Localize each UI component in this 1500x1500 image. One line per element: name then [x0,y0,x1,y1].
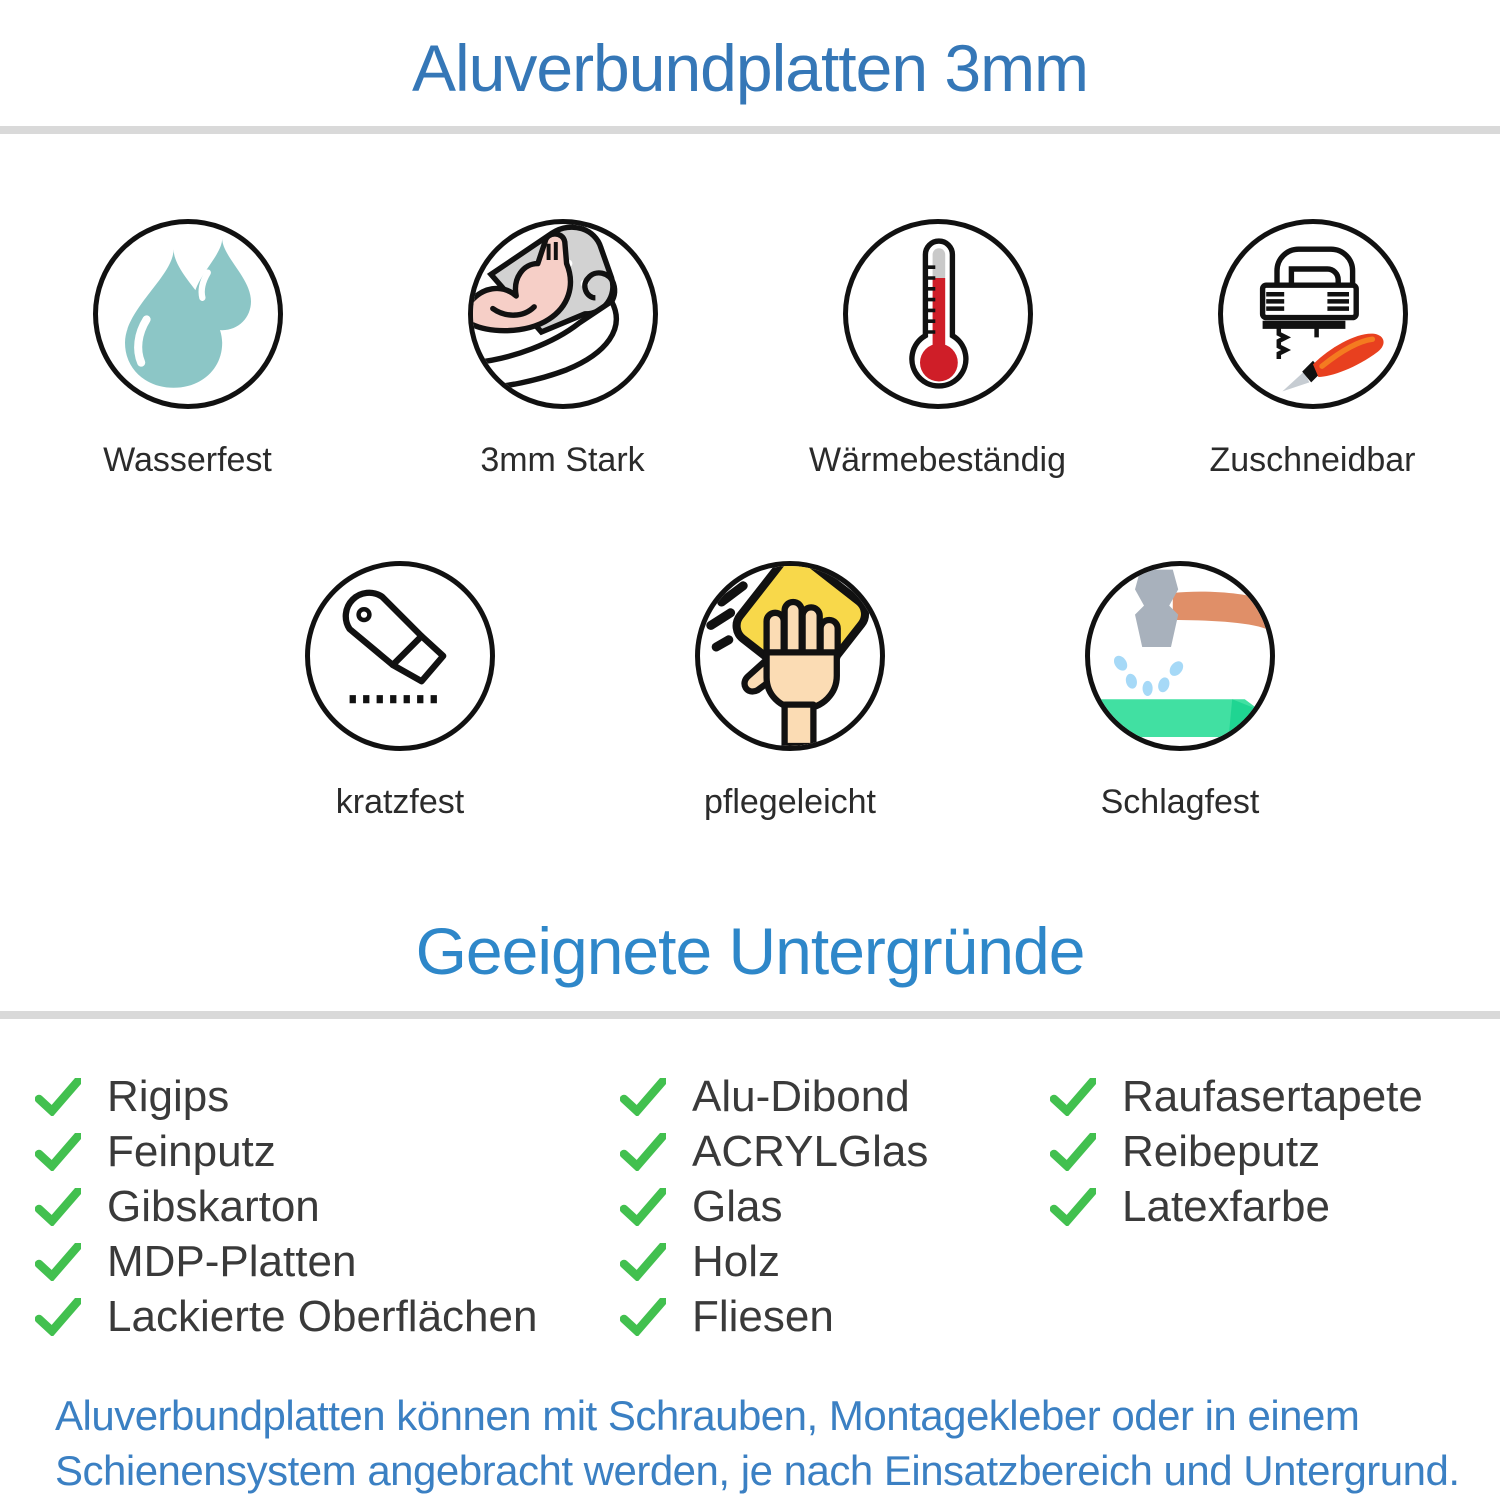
divider [0,126,1500,134]
thermometer-icon [848,224,1028,404]
substrate-item [35,1069,620,1124]
substrate-label: Latexfarbe [1122,1181,1330,1231]
substrate-item [35,1124,620,1179]
feature-label: 3mm Stark [480,441,645,479]
check-icon [620,1243,666,1281]
substrates-title: Geeignete Untergründe [415,914,1085,988]
check-icon [35,1078,81,1116]
substrate-label: Raufasertapete [1122,1071,1423,1121]
substrate-item [620,1289,1050,1344]
check-icon [1050,1188,1096,1226]
feature-label: Wasserfest [103,441,272,479]
substrate-item [35,1179,620,1234]
substrate-label: Fliesen [692,1291,834,1341]
mounting-note-line2: Schienensystem angebracht werden, je nach Einsatzbereich und Untergrund. [55,1447,1460,1494]
page-title: Aluverbundplatten 3mm [411,31,1089,105]
check-icon [1050,1133,1096,1171]
check-icon [35,1243,81,1281]
feature-label: Schlagfest [1100,783,1260,821]
substrate-label: Alu-Dibond [692,1071,910,1121]
features-row-2 [0,561,1500,823]
utility-knife-icon [310,566,490,746]
feature-wasserfest [0,219,375,481]
feature-label: pflegeleicht [703,783,876,821]
feature-zuschneidbar [1125,219,1500,481]
feature-label: Zuschneidbar [1209,441,1416,479]
mounting-note [0,1388,1500,1498]
wiping-hand-icon [700,566,880,746]
check-icon [620,1188,666,1226]
divider [0,1011,1500,1019]
check-icon [35,1298,81,1336]
substrate-item [620,1124,1050,1179]
substrates-column-3 [1050,1069,1500,1344]
feature-3mm-stark [375,219,750,481]
water-drops-icon [98,224,278,404]
check-icon [35,1133,81,1171]
substrate-label: Feinputz [107,1126,276,1176]
features-row-1 [0,219,1500,481]
feature-label: Wärmebeständig [808,441,1066,479]
substrate-label: Lackierte Oberflächen [107,1291,538,1341]
substrate-item [620,1069,1050,1124]
substrates-list [0,1069,1500,1344]
feature-pflegeleicht [595,561,985,823]
substrate-label: MDP-Platten [107,1236,357,1286]
substrate-item [620,1234,1050,1289]
check-icon [35,1188,81,1226]
check-icon [1050,1078,1096,1116]
feature-label: kratzfest [335,783,465,821]
substrate-label: Rigips [107,1071,230,1121]
check-icon [620,1078,666,1116]
hammer-impact-icon [1090,566,1270,746]
feature-kratzfest [205,561,595,823]
jigsaw-and-knife-icon [1223,224,1403,404]
substrate-item [35,1289,620,1344]
substrate-label: ACRYLGlas [692,1126,929,1176]
substrate-label: Reibeputz [1122,1126,1321,1176]
substrate-label: Gibskarton [107,1181,320,1231]
substrate-item [35,1234,620,1289]
substrate-item [620,1179,1050,1234]
substrate-label: Holz [692,1236,781,1286]
flexed-arm-panel-icon [473,224,653,404]
substrates-column-2 [620,1069,1050,1344]
feature-waermebestaendig [750,219,1125,481]
mounting-note-line1: Aluverbundplatten können mit Schrauben, Montagekleber oder in einem [55,1392,1360,1439]
feature-schlagfest [985,561,1375,823]
substrate-label: Glas [692,1181,783,1231]
substrate-item [1050,1179,1500,1234]
substrates-column-1 [35,1069,620,1344]
check-icon [620,1133,666,1171]
substrate-item [1050,1124,1500,1179]
substrate-item [1050,1069,1500,1124]
check-icon [620,1298,666,1336]
